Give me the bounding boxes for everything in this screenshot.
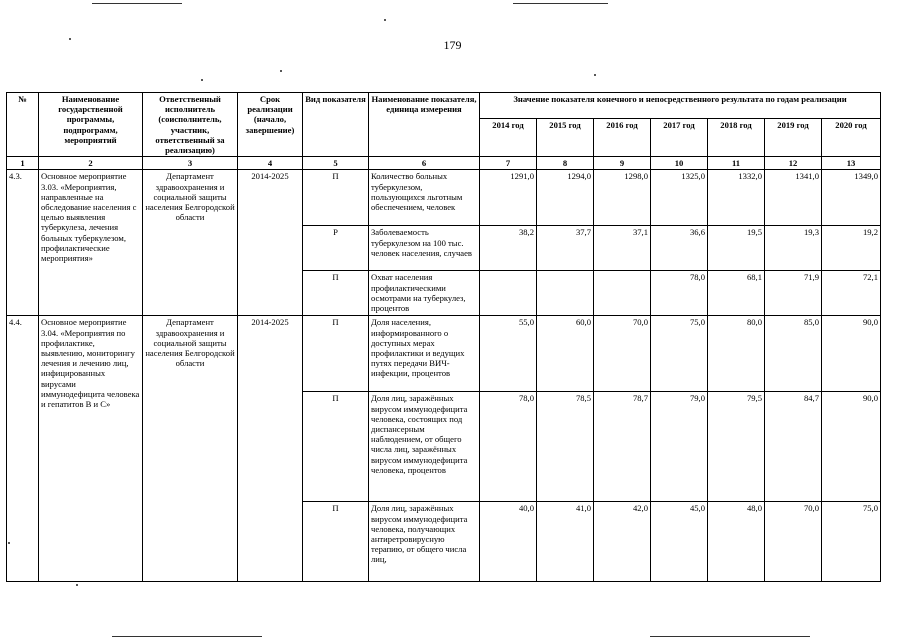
row-value: 71,9 bbox=[765, 271, 822, 316]
scan-line-bottom-right bbox=[650, 636, 810, 637]
scan-speck bbox=[201, 79, 203, 81]
header-year: 2017 год bbox=[651, 119, 708, 157]
header-year: 2018 год bbox=[708, 119, 765, 157]
scan-speck bbox=[76, 584, 78, 586]
scan-line-top-mid bbox=[513, 3, 608, 4]
row-term: 2014-2025 bbox=[238, 316, 303, 582]
page-number: 179 bbox=[443, 38, 462, 52]
row-indicator: Количество больных туберкулезом, пользующихся льготным обеспечением, человек bbox=[369, 170, 480, 226]
column-number: 12 bbox=[765, 157, 822, 170]
row-value: 70,0 bbox=[594, 316, 651, 392]
row-value: 84,7 bbox=[765, 392, 822, 502]
row-value: 1332,0 bbox=[708, 170, 765, 226]
row-value: 1298,0 bbox=[594, 170, 651, 226]
header-num: № bbox=[7, 93, 39, 157]
column-numbers-row bbox=[7, 157, 881, 170]
column-number: 3 bbox=[143, 157, 238, 170]
header-row bbox=[7, 93, 881, 119]
row-term: 2014-2025 bbox=[238, 170, 303, 316]
row-value bbox=[594, 271, 651, 316]
row-kind: П bbox=[303, 316, 369, 392]
row-value: 55,0 bbox=[480, 316, 537, 392]
row-indicator: Доля лиц, заражённых вирусом иммунодефицита человека, получающих антиретровирусную терапию, от общего числа лиц, bbox=[369, 502, 480, 582]
column-number: 6 bbox=[369, 157, 480, 170]
row-value: 1291,0 bbox=[480, 170, 537, 226]
row-name: Основное мероприятие 3.04. «Мероприятия по профилактике, выявлению, мониторингу лечения и лечению лиц, инфицированных вирусами иммунодефицита человека и гепатитов В и С» bbox=[39, 316, 143, 582]
row-indicator: Заболеваемость туберкулезом на 100 тыс. человек населения, случаев bbox=[369, 226, 480, 271]
row-name: Основное мероприятие 3.03. «Мероприятия, направленные на обследование населения с целью выявления туберкулеза, лечения больных туберкулезом, профилактические мероприятия» bbox=[39, 170, 143, 316]
row-value: 90,0 bbox=[822, 392, 881, 502]
row-value bbox=[537, 271, 594, 316]
row-value: 78,0 bbox=[651, 271, 708, 316]
row-kind: П bbox=[303, 502, 369, 582]
header-name: Наименование государственной программы, подпрограмм, мероприятий bbox=[39, 93, 143, 157]
column-number: 2 bbox=[39, 157, 143, 170]
row-value: 78,7 bbox=[594, 392, 651, 502]
column-number: 1 bbox=[7, 157, 39, 170]
row-value: 70,0 bbox=[765, 502, 822, 582]
row-value: 79,5 bbox=[708, 392, 765, 502]
column-number: 9 bbox=[594, 157, 651, 170]
row-value: 45,0 bbox=[651, 502, 708, 582]
header-term: Срок реализации (начало, завершение) bbox=[238, 93, 303, 157]
row-value: 80,0 bbox=[708, 316, 765, 392]
row-value: 1325,0 bbox=[651, 170, 708, 226]
row-kind: П bbox=[303, 170, 369, 226]
row-kind: Р bbox=[303, 226, 369, 271]
row-value: 38,2 bbox=[480, 226, 537, 271]
row-indicator: Доля населения, информированного о доступных мерах профилактики и ведущих путях передачи ВИЧ-инфекции, процентов bbox=[369, 316, 480, 392]
row-indicator: Охват населения профилактическими осмотрами на туберкулез, процентов bbox=[369, 271, 480, 316]
row-value: 40,0 bbox=[480, 502, 537, 582]
column-number: 10 bbox=[651, 157, 708, 170]
row-value: 36,6 bbox=[651, 226, 708, 271]
row-value: 75,0 bbox=[651, 316, 708, 392]
row-value: 42,0 bbox=[594, 502, 651, 582]
row-value: 19,5 bbox=[708, 226, 765, 271]
header-year: 2020 год bbox=[822, 119, 881, 157]
row-value: 85,0 bbox=[765, 316, 822, 392]
table-row bbox=[7, 316, 881, 392]
row-value: 68,1 bbox=[708, 271, 765, 316]
row-kind: П bbox=[303, 392, 369, 502]
row-responsible: Департамент здравоохранения и социальной защиты населения Белгородской области bbox=[143, 170, 238, 316]
row-value bbox=[480, 271, 537, 316]
row-num: 4.4. bbox=[7, 316, 39, 582]
row-kind: П bbox=[303, 271, 369, 316]
row-value: 37,7 bbox=[537, 226, 594, 271]
header-kind: Вид показателя bbox=[303, 93, 369, 157]
row-value: 1341,0 bbox=[765, 170, 822, 226]
header-values-title: Значение показателя конечного и непосредственного результата по годам реализации bbox=[480, 93, 881, 119]
row-indicator: Доля лиц, заражённых вирусом иммунодефицита человека, состоящих под диспансерным наблюдением, от общего числа лиц, заражённых вирусом иммунодефицита человека, процентов bbox=[369, 392, 480, 502]
row-value: 1294,0 bbox=[537, 170, 594, 226]
column-number: 5 bbox=[303, 157, 369, 170]
row-num: 4.3. bbox=[7, 170, 39, 316]
column-number: 8 bbox=[537, 157, 594, 170]
scan-line-bottom-left bbox=[112, 636, 262, 637]
row-value: 72,1 bbox=[822, 271, 881, 316]
row-value: 75,0 bbox=[822, 502, 881, 582]
row-responsible: Департамент здравоохранения и социальной защиты населения Белгородской области bbox=[143, 316, 238, 582]
row-value: 19,2 bbox=[822, 226, 881, 271]
table-row bbox=[7, 170, 881, 226]
column-number: 7 bbox=[480, 157, 537, 170]
column-number: 4 bbox=[238, 157, 303, 170]
header-year: 2016 год bbox=[594, 119, 651, 157]
row-value: 19,3 bbox=[765, 226, 822, 271]
header-year: 2015 год bbox=[537, 119, 594, 157]
column-number: 11 bbox=[708, 157, 765, 170]
row-value: 90,0 bbox=[822, 316, 881, 392]
header-year: 2014 год bbox=[480, 119, 537, 157]
row-value: 41,0 bbox=[537, 502, 594, 582]
indicators-table bbox=[6, 92, 881, 582]
scan-speck bbox=[280, 70, 282, 72]
header-responsible: Ответственный исполнитель (соисполнитель, участник, ответственный за реализацию) bbox=[143, 93, 238, 157]
scan-speck bbox=[594, 74, 596, 76]
row-value: 37,1 bbox=[594, 226, 651, 271]
row-value: 78,5 bbox=[537, 392, 594, 502]
header-indicator: Наименование показателя, единица измерения bbox=[369, 93, 480, 157]
row-value: 60,0 bbox=[537, 316, 594, 392]
scan-line-top-left bbox=[92, 3, 182, 4]
column-number: 13 bbox=[822, 157, 881, 170]
scan-speck bbox=[384, 19, 386, 21]
row-value: 48,0 bbox=[708, 502, 765, 582]
row-value: 78,0 bbox=[480, 392, 537, 502]
row-value: 1349,0 bbox=[822, 170, 881, 226]
header-year: 2019 год bbox=[765, 119, 822, 157]
row-value: 79,0 bbox=[651, 392, 708, 502]
